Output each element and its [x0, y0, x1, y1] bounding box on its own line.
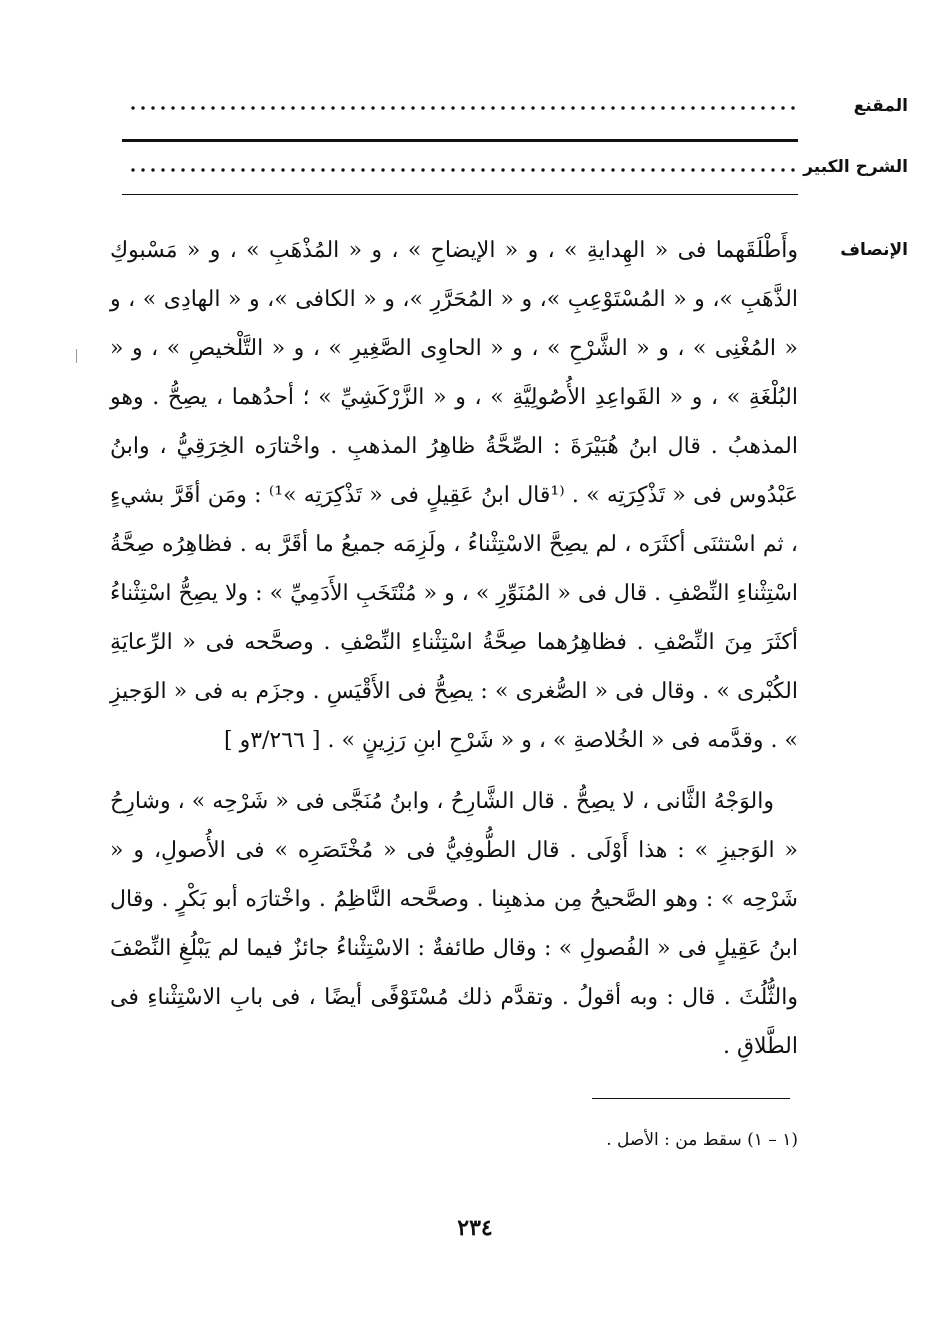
- section-divider-thin: [122, 194, 798, 195]
- sharh-section-label: الشرح الكبير: [803, 157, 908, 177]
- muqni-section-label: المقنع: [853, 96, 908, 116]
- footnote-separator: [592, 1098, 790, 1099]
- paragraph-1-text: وأَطْلَقَهما فى « الهِدايةِ » ، و « الإيضاحِ » ، و « المُذْهَبِ » ، و « مَسْبوكِ الذَّهَبِ »، و « المُسْتَوْعِبِ »، و « المُحَرَّرِ »، و « الكافى »، و « الهادِى » ، و « المُغْنِى » ، و « الشَّرْحِ » ، و « الحاوِى الصَّغِيرِ » ، و « التَّلْخيصِ » ، و « البُلْغَةِ » ، و « القَواعِدِ الأُصُولِيَّةِ » ، و « الزَّرْكَشِيِّ » ؛ أحدُهما ، يصِحُّ . وهو المذهبُ . قال ابنُ هُبَيْرَةَ : الصِّحَّةُ ظاهِرُ المذهبِ . واخْتارَه الخِرَقِيُّ ، وابنُ عَبْدُوس فى « تَذْكِرَتِه » . ⁽¹قال ابنُ عَقِيلٍ فى « تَذْكِرَتِه »¹⁾ : ومَن أقَرَّ بشيءٍ ، ثم اسْتثنَى أكثَرَه ، لم يصِحَّ الاسْتِثْناءُ ، ولَزِمَه جميعُ ما أقَرَّ به . فظاهِرُه صِحَّةُ اسْتِثْناءِ النِّصْفِ . قال فى « المُنَوِّرِ » ، و « مُنْتَخَبِ الأَدَمِيِّ » : ولا يصِحُّ اسْتِثْناءُ أكثَرَ مِنَ النِّصْفِ . فظاهِرُهما صِحَّةُ اسْتِثْناءِ النِّصْفِ . وصحَّحه فى « الرِّعايَةِ الكُبْرى » . وقال فى « الصُّغرى » : يصِحُّ فى الأَقْيَسِ . وجزَم به فى « الوَجيزِ » . وقدَّمه فى « الخُلاصةِ » ، و « شَرْحِ ابنِ رَزِينٍ » .: [110, 238, 798, 753]
- insaf-body: [110, 226, 798, 1071]
- section-divider-thick: [122, 139, 798, 142]
- body-paragraph-2: والوَجْهُ الثَّانى ، لا يصِحُّ . قال الشَّارِحُ ، وابنُ مُنَجَّى فى « شَرْحِه » ، وشارِحُ « الوَجيزِ » : هذا أَوْلَى . قال الطُّوفِيُّ فى « مُخْتَصَرِه » فى الأُصولِ، و « شَرْحِه » : وهو الصَّحيحُ مِن مذهبِنا . وصحَّحه النَّاظِمُ . واخْتارَه أبو بَكْرٍ . وقال ابنُ عَقِيلٍ فى « الفُصولِ » : وقال طائفةٌ : الاسْتِثْناءُ جائزٌ فيما لم يَبْلُغِ النِّصْفَ والثُّلُثَ . قال : وبه أقولُ . وتقدَّم ذلك مُسْتَوْفًى أيضًا ، فى بابِ الاسْتِثْناءِ فى الطَّلاقِ .: [110, 789, 798, 1059]
- muqni-dotted-placeholder: [128, 104, 798, 112]
- footnote: (١ – ١) سقط من : الأصل .: [606, 1130, 798, 1150]
- sharh-dotted-placeholder: [128, 166, 798, 174]
- page-number: ٢٣٤: [457, 1215, 493, 1241]
- page-reference: [ ٣/٢٦٦و ]: [224, 728, 321, 753]
- insaf-section-label: الإنصاف: [840, 240, 908, 260]
- margin-mark: [76, 349, 77, 363]
- body-paragraph-1: [110, 226, 798, 765]
